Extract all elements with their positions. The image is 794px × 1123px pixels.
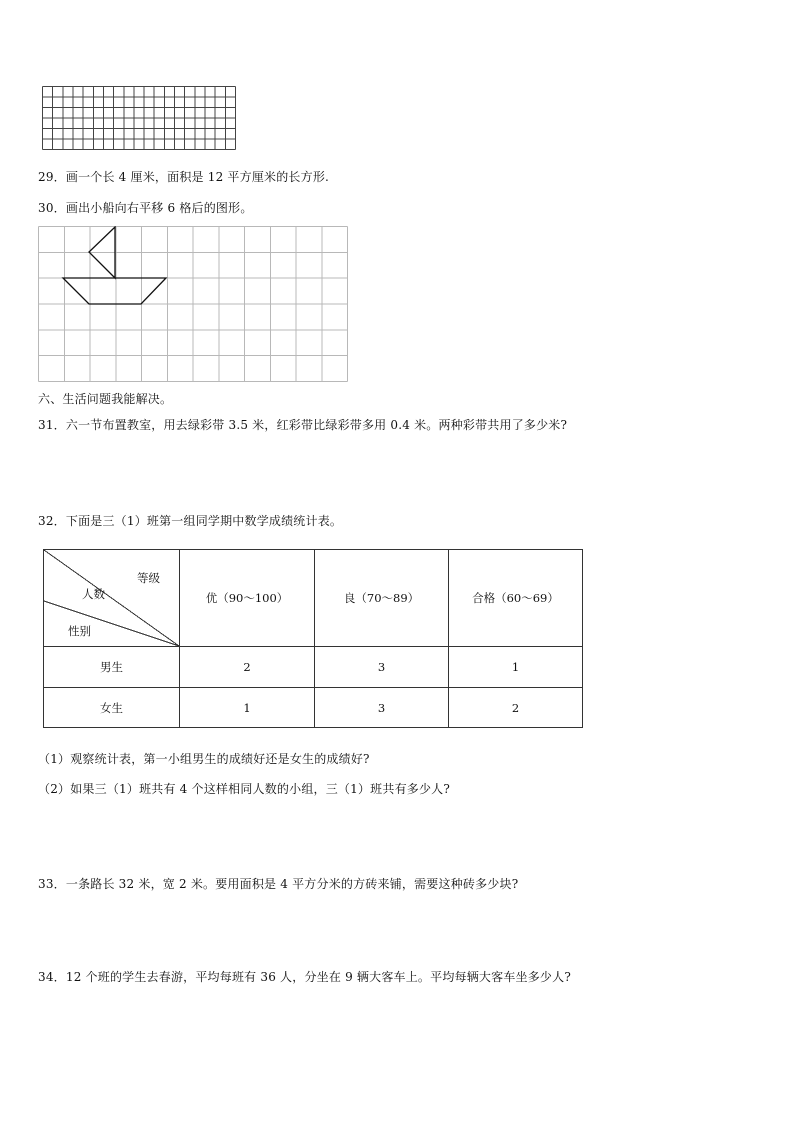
question-30: 30．画出小船向右平移 6 格后的图形。 — [38, 201, 253, 215]
diagonal-header-cell — [44, 550, 180, 647]
table-cell: 1 — [180, 688, 315, 728]
table-cell: 2 — [180, 647, 315, 688]
diagonal-line-2 — [44, 601, 179, 646]
column-header-excellent: 优（90～100） — [180, 550, 315, 647]
question-29: 29．画一个长 4 厘米，面积是 12 平方厘米的长方形. — [38, 170, 330, 184]
question-32-part-2: （2）如果三（1）班共有 4 个这样相同人数的小组，三（1）班共有多少人? — [38, 782, 451, 796]
table-row-girls — [44, 688, 583, 728]
question-33: 33．一条路长 32 米，宽 2 米。要用面积是 4 平方分米的方砖来铺，需要这种砖多少块? — [38, 877, 519, 891]
table-row-boys — [44, 647, 583, 688]
column-header-pass: 合格（60～69） — [449, 550, 583, 647]
header-level-label: 等级 — [137, 571, 160, 585]
diagonal-line-1 — [44, 550, 179, 646]
question-34: 34．12 个班的学生去春游，平均每班有 36 人，分坐在 9 辆大客车上。平均每辆大客车坐多少人? — [38, 970, 571, 984]
table-cell: 3 — [315, 647, 449, 688]
row-label-girls: 女生 — [44, 688, 180, 728]
score-table — [43, 549, 583, 728]
table-cell: 1 — [449, 647, 583, 688]
table-cell: 3 — [315, 688, 449, 728]
header-count-label: 人数 — [82, 587, 105, 601]
question-31: 31．六一节布置教室，用去绿彩带 3.5 米，红彩带比绿彩带多用 0.4 米。两种彩带共用了多少米? — [38, 418, 568, 432]
section-6-heading: 六、生活问题我能解决。 — [38, 392, 173, 406]
boat-grid[interactable] — [38, 226, 348, 382]
boat-hull — [63, 278, 166, 304]
column-header-good: 良（70～89） — [315, 550, 449, 647]
boat-figure — [63, 227, 166, 304]
question-32: 32．下面是三（1）班第一组同学期中数学成绩统计表。 — [38, 514, 343, 528]
drawing-grid-top[interactable] — [42, 86, 236, 150]
table-cell: 2 — [449, 688, 583, 728]
row-label-boys: 男生 — [44, 647, 180, 688]
question-32-part-1: （1）观察统计表，第一小组男生的成绩好还是女生的成绩好? — [38, 752, 370, 766]
header-gender-label: 性别 — [68, 624, 91, 638]
